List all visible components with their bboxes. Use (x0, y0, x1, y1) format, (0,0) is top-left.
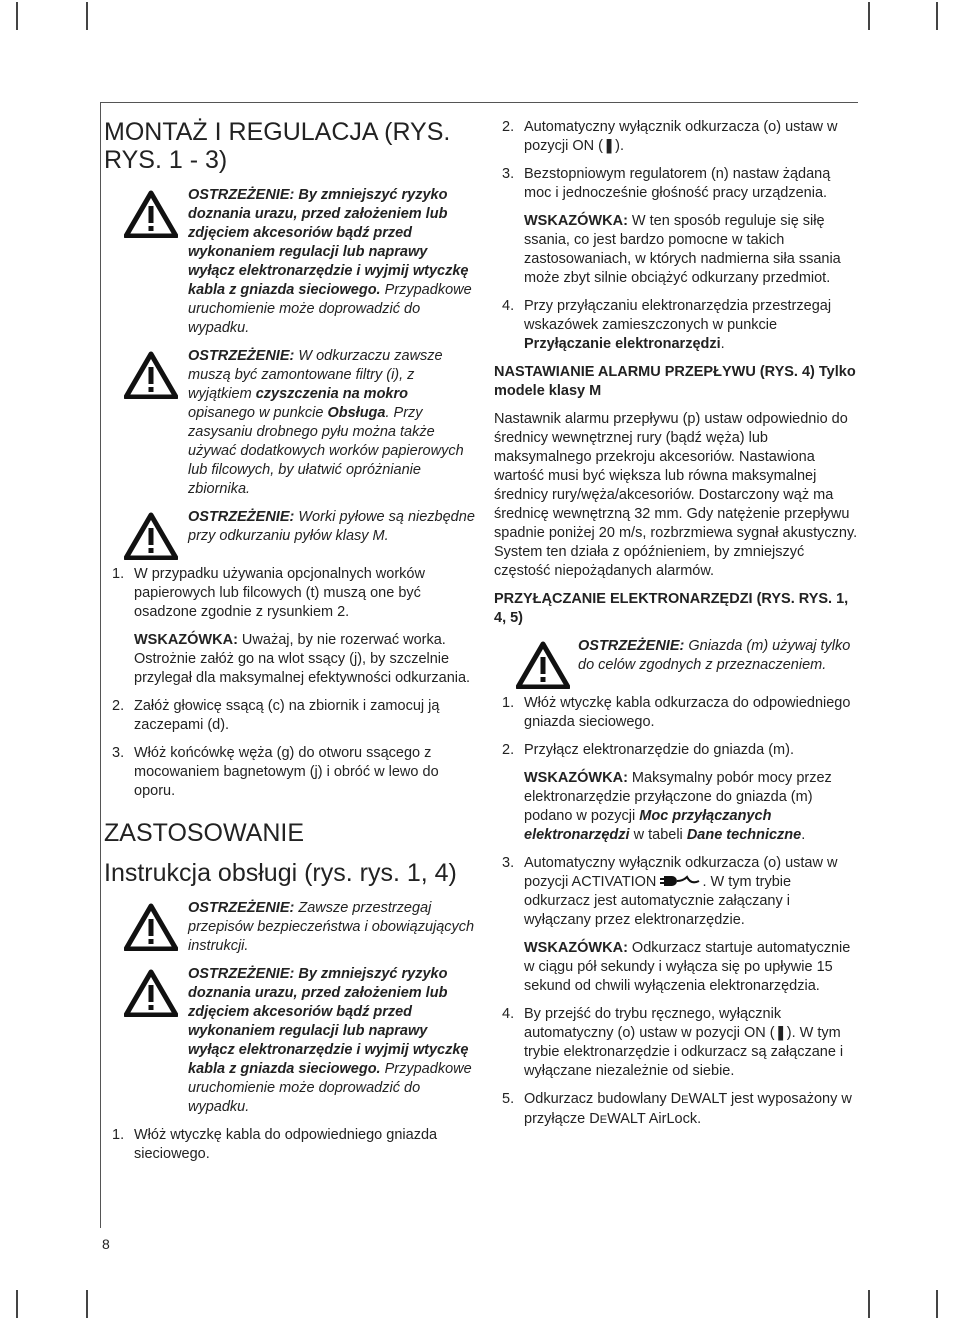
section-title-instructions: Instrukcja obsługi (rys. rys. 1, 4) (104, 859, 457, 887)
crop-mark (936, 1290, 938, 1318)
warning-block (104, 508, 476, 556)
warning-block (104, 965, 476, 1117)
warning-triangle-icon (124, 903, 178, 951)
list-item: 2. Automatyczny wyłącznik odkurzacza (o) ustaw w pozycji ON (❚). (502, 119, 838, 154)
warning-text: OSTRZEŻENIE: W odkurzaczu zawsze muszą być zamontowane filtry (i), z wyjątkiem czyszczenia na mokro opisanego w punkcie Obsługa. Przy zasysaniu drobnego pyłu można także używać dodatkowych worków papierowych lub filcowych, by ułatwić opróżnianie zbiornika. (188, 348, 464, 497)
paragraph: Nastawnik alarmu przepływu (p) ustaw odpowiednio do średnicy wewnętrznej rury (bądź węża) lub maksymalnego przekroju akcesoriów. Nastawiona wartość musi być większa lub równa maksymalnej średnicy rury/węża/akcesoriów. Dostarczony wąż ma średnicę wewnętrzną 32 mm. Gdy natężenie przepływu spadnie poniżej 20 m/s, rozbrzmiewa sygnał akustyczny. System ten działa z opóźnieniem, by zmniejszyć częstość niepożądanych alarmów. (494, 411, 858, 579)
warning-text: OSTRZEŻENIE: Zawsze przestrzegaj przepisów bezpieczeństwa i obowiązujących instrukcji. (188, 900, 475, 954)
crop-mark (936, 2, 938, 30)
crop-mark (868, 1290, 870, 1318)
warning-block (104, 899, 476, 956)
list-item: 3. Automatyczny wyłącznik odkurzacza (o) ustaw w pozycji ACTIVATION . W tym trybie odkurzacz jest automatycznie załączany i wyłączany przez elektronarzędzie. (502, 855, 838, 928)
warning-triangle-icon (124, 969, 178, 1017)
top-rule (100, 102, 858, 103)
warning-triangle-icon (124, 351, 178, 399)
left-column (104, 118, 476, 1173)
warning-triangle-icon (516, 641, 570, 689)
side-rule (100, 102, 101, 1228)
on-symbol-icon: ❚ (774, 1025, 787, 1041)
warning-block (494, 637, 858, 685)
note: WSKAZÓWKA: Odkurzacz startuje automatycznie w ciągu pół sekundy i wyłącza się po upływie 15 sekund od chwili wyłączenia elektronarzędzia. (524, 940, 851, 994)
crop-mark (86, 2, 88, 30)
list-item: 1. W przypadku używania opcjonalnych worków papierowych lub filcowych (t) muszą one być osadzone zgodnie z rysunkiem 2. (112, 566, 425, 620)
crop-mark (16, 1290, 18, 1318)
list-item: 1. Włóż wtyczkę kabla odkurzacza do odpowiedniego gniazda sieciowego. (502, 695, 851, 730)
warning-block (104, 186, 476, 338)
warning-text: OSTRZEŻENIE: By zmniejszyć ryzyko doznania urazu, przed założeniem lub zdjęciem akcesoriów bądź przed wykonaniem regulacji lub naprawy wyłącz elektronarzędzie i wyjmij wtyczkę kabla z gniazda sieciowego. Przypadkowe uruchomienie może doprowadzić do wypadku. (188, 966, 472, 1115)
list-item: 2. Załóż głowicę ssącą (c) na zbiornik i zamocuj ją zaczepami (d). (112, 698, 440, 733)
list-item: 4. By przejść do trybu ręcznego, wyłącznik automatyczny (o) ustaw w pozycji ON (❚). W tym trybie elektronarzędzie i odkurzacz są załączane i wyłączane niezależnie od siebie. (502, 1006, 844, 1079)
note: WSKAZÓWKA: Maksymalny pobór mocy przez elektronarzędzie przyłączone do gniazda (m) podano w pozycji Moc przyłączanych elektronarzędzi w tabeli Dane techniczne. (524, 770, 832, 843)
plug-activation-icon (660, 874, 702, 888)
list-item: 5. Odkurzacz budowlany DEWALT jest wyposażony w przyłącze DEWALT AirLock. (502, 1091, 852, 1127)
crop-mark (16, 2, 18, 30)
warning-triangle-icon (124, 190, 178, 238)
list-item: 1. Włóż wtyczkę kabla do odpowiedniego gniazda sieciowego. (112, 1127, 438, 1162)
section-title-usage: ZASTOSOWANIE (104, 819, 305, 847)
list-item: 2. Przyłącz elektronarzędzie do gniazda (m). (502, 742, 794, 758)
note: WSKAZÓWKA: Uważaj, by nie rozerwać worka. Ostrożnie załóż go na wlot ssący (j), by szczelnie przylegał dla maksymalnej efektywności odkurzania. (134, 632, 471, 686)
on-symbol-icon: ❚ (602, 138, 616, 154)
warning-text: OSTRZEŻENIE: By zmniejszyć ryzyko doznania urazu, przed założeniem lub zdjęciem akcesoriów bądź przed wykonaniem regulacji lub naprawy wyłącz elektronarzędzie i wyjmij wtyczkę kabla z gniazda sieciowego. Przypadkowe uruchomienie może doprowadzić do wypadku. (188, 187, 472, 336)
page-number: 8 (102, 1236, 110, 1252)
warning-text: OSTRZEŻENIE: Worki pyłowe są niezbędne przy odkurzaniu pyłów klasy M. (188, 509, 475, 544)
section-heading-connecting-tools: PRZYŁĄCZANIE ELEKTRONARZĘDZI (RYS. RYS. 1, 4, 5) (494, 591, 849, 626)
note: WSKAZÓWKA: W ten sposób reguluje się siłę ssania, co jest bardzo pomocne w takich zastosowaniach, w których nadmierna siła ssania może zbyt silnie obciążyć odkurzany przedmiot. (524, 213, 841, 286)
crop-mark (86, 1290, 88, 1318)
crop-mark (868, 2, 870, 30)
list-item: 3. Włóż końcówkę węża (g) do otworu ssącego z mocowaniem bagnetowym (j) i obróć w lewo do oporu. (112, 745, 439, 799)
section-title-assembly: MONTAŻ I REGULACJA (RYS. RYS. 1 - 3) (104, 118, 451, 174)
list-item: 3. Bezstopniowym regulatorem (n) nastaw żądaną moc i jednocześnie głośność pracy urządzenia. (502, 166, 831, 201)
section-heading-flow-alarm: NASTAWIANIE ALARMU PRZEPŁYWU (RYS. 4) Tylko modele klasy M (494, 364, 856, 399)
warning-triangle-icon (124, 512, 178, 560)
warning-block (104, 347, 476, 499)
list-item: 4. Przy przyłączaniu elektronarzędzia przestrzegaj wskazówek zamieszczonych w punkcie Przyłączanie elektronarzędzi. (502, 298, 832, 352)
warning-text: OSTRZEŻENIE: Gniazda (m) używaj tylko do celów zgodnych z przeznaczeniem. (578, 638, 851, 673)
right-column (494, 118, 858, 1139)
